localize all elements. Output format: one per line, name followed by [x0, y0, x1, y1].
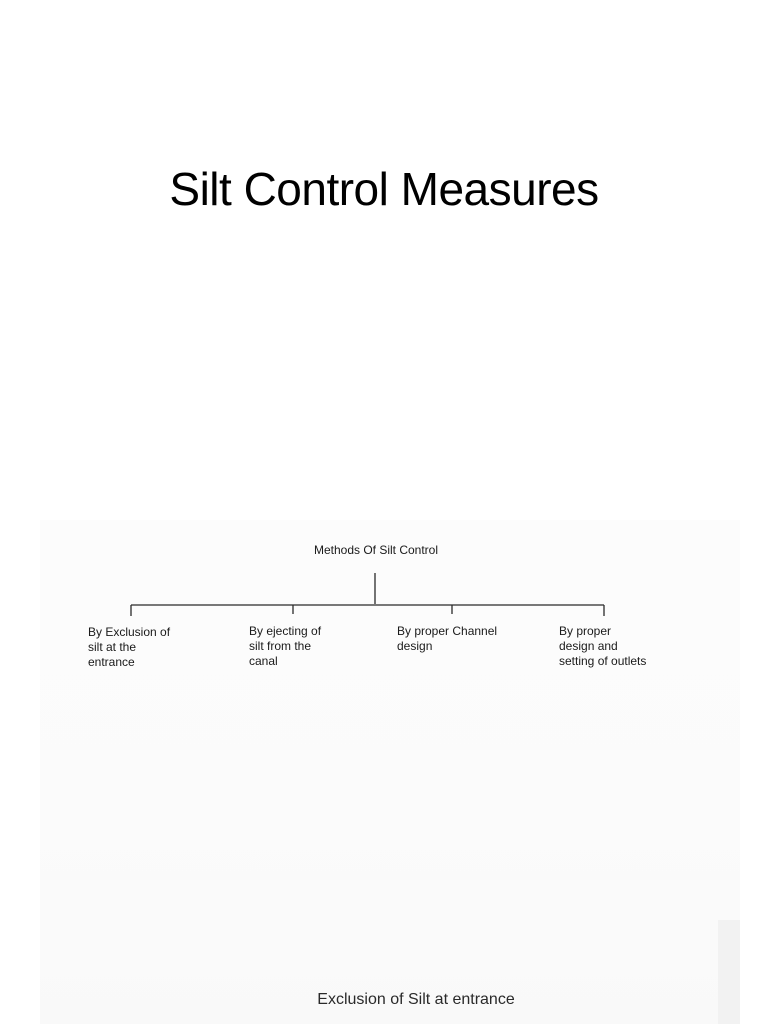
child-node-ejecting: By ejecting of silt from the canal	[249, 624, 322, 668]
child-node-exclusion: By Exclusion of silt at the entrance	[88, 625, 171, 669]
figure-caption: Exclusion of Silt at entrance	[317, 991, 515, 1008]
root-node-label: Methods Of Silt Control	[313, 543, 439, 557]
slide-title: Silt Control Measures	[169, 163, 599, 215]
child-node-channel-design: By proper Channel design	[397, 624, 498, 653]
child-node-outlets: By proper design and setting of outlets	[559, 624, 647, 668]
